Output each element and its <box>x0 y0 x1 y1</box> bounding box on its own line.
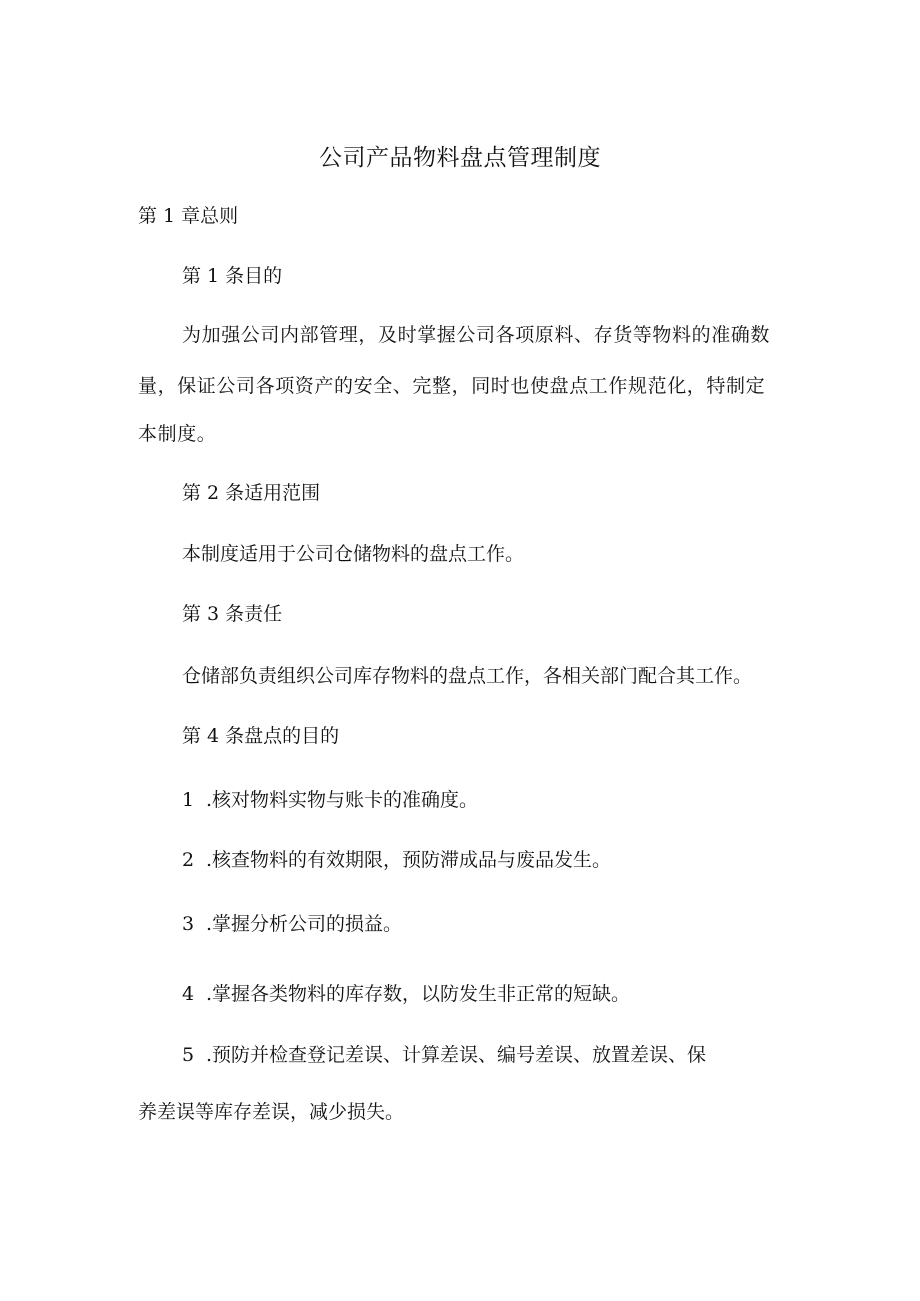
list-item <box>0 979 920 1009</box>
list-item-text: .预防并检查登记差误、计算差误、编号差误、放置差误、保 <box>206 1044 707 1066</box>
list-item-continuation: 养差误等库存差误，减少损失。 <box>138 1101 405 1123</box>
list-item <box>0 909 920 939</box>
article-2-heading: 第 2 条适用范围 <box>182 482 321 504</box>
list-item-text: .核对物料实物与账卡的准确度。 <box>206 789 479 811</box>
list-item-text: .掌握分析公司的损益。 <box>206 913 403 935</box>
document-title: 公司产品物料盘点管理制度 <box>319 145 601 171</box>
list-item-text: .核查物料的有效期限，预防滞成品与废品发生。 <box>206 849 612 871</box>
list-item-number: 3 <box>182 913 195 935</box>
list-item <box>0 1040 920 1070</box>
article-1-paragraph-line-2: 量，保证公司各项资产的安全、完整，同时也使盘点工作规范化，特制定 <box>138 375 766 397</box>
article-1-paragraph-line-3: 本制度。 <box>138 423 217 445</box>
list-item-number: 1 <box>182 789 195 811</box>
article-3-heading: 第 3 条责任 <box>182 603 283 625</box>
chapter-heading: 第 1 章总则 <box>138 205 239 227</box>
list-item-number: 4 <box>182 983 195 1005</box>
list-item-number: 5 <box>182 1044 195 1066</box>
article-4-heading: 第 4 条盘点的目的 <box>182 725 340 747</box>
article-1-paragraph-line-1: 为加强公司内部管理，及时掌握公司各项原料、存货等物料的准确数 <box>182 324 771 346</box>
list-item-number: 2 <box>182 849 195 871</box>
article-3-text: 仓储部负责组织公司库存物料的盘点工作，各相关部门配合其工作。 <box>182 665 753 687</box>
article-1-heading: 第 1 条目的 <box>182 265 283 287</box>
list-item <box>0 785 920 815</box>
list-item <box>0 845 920 875</box>
list-item-text: .掌握各类物料的库存数，以防发生非正常的短缺。 <box>206 983 631 1005</box>
article-2-text: 本制度适用于公司仓储物料的盘点工作。 <box>182 543 525 565</box>
